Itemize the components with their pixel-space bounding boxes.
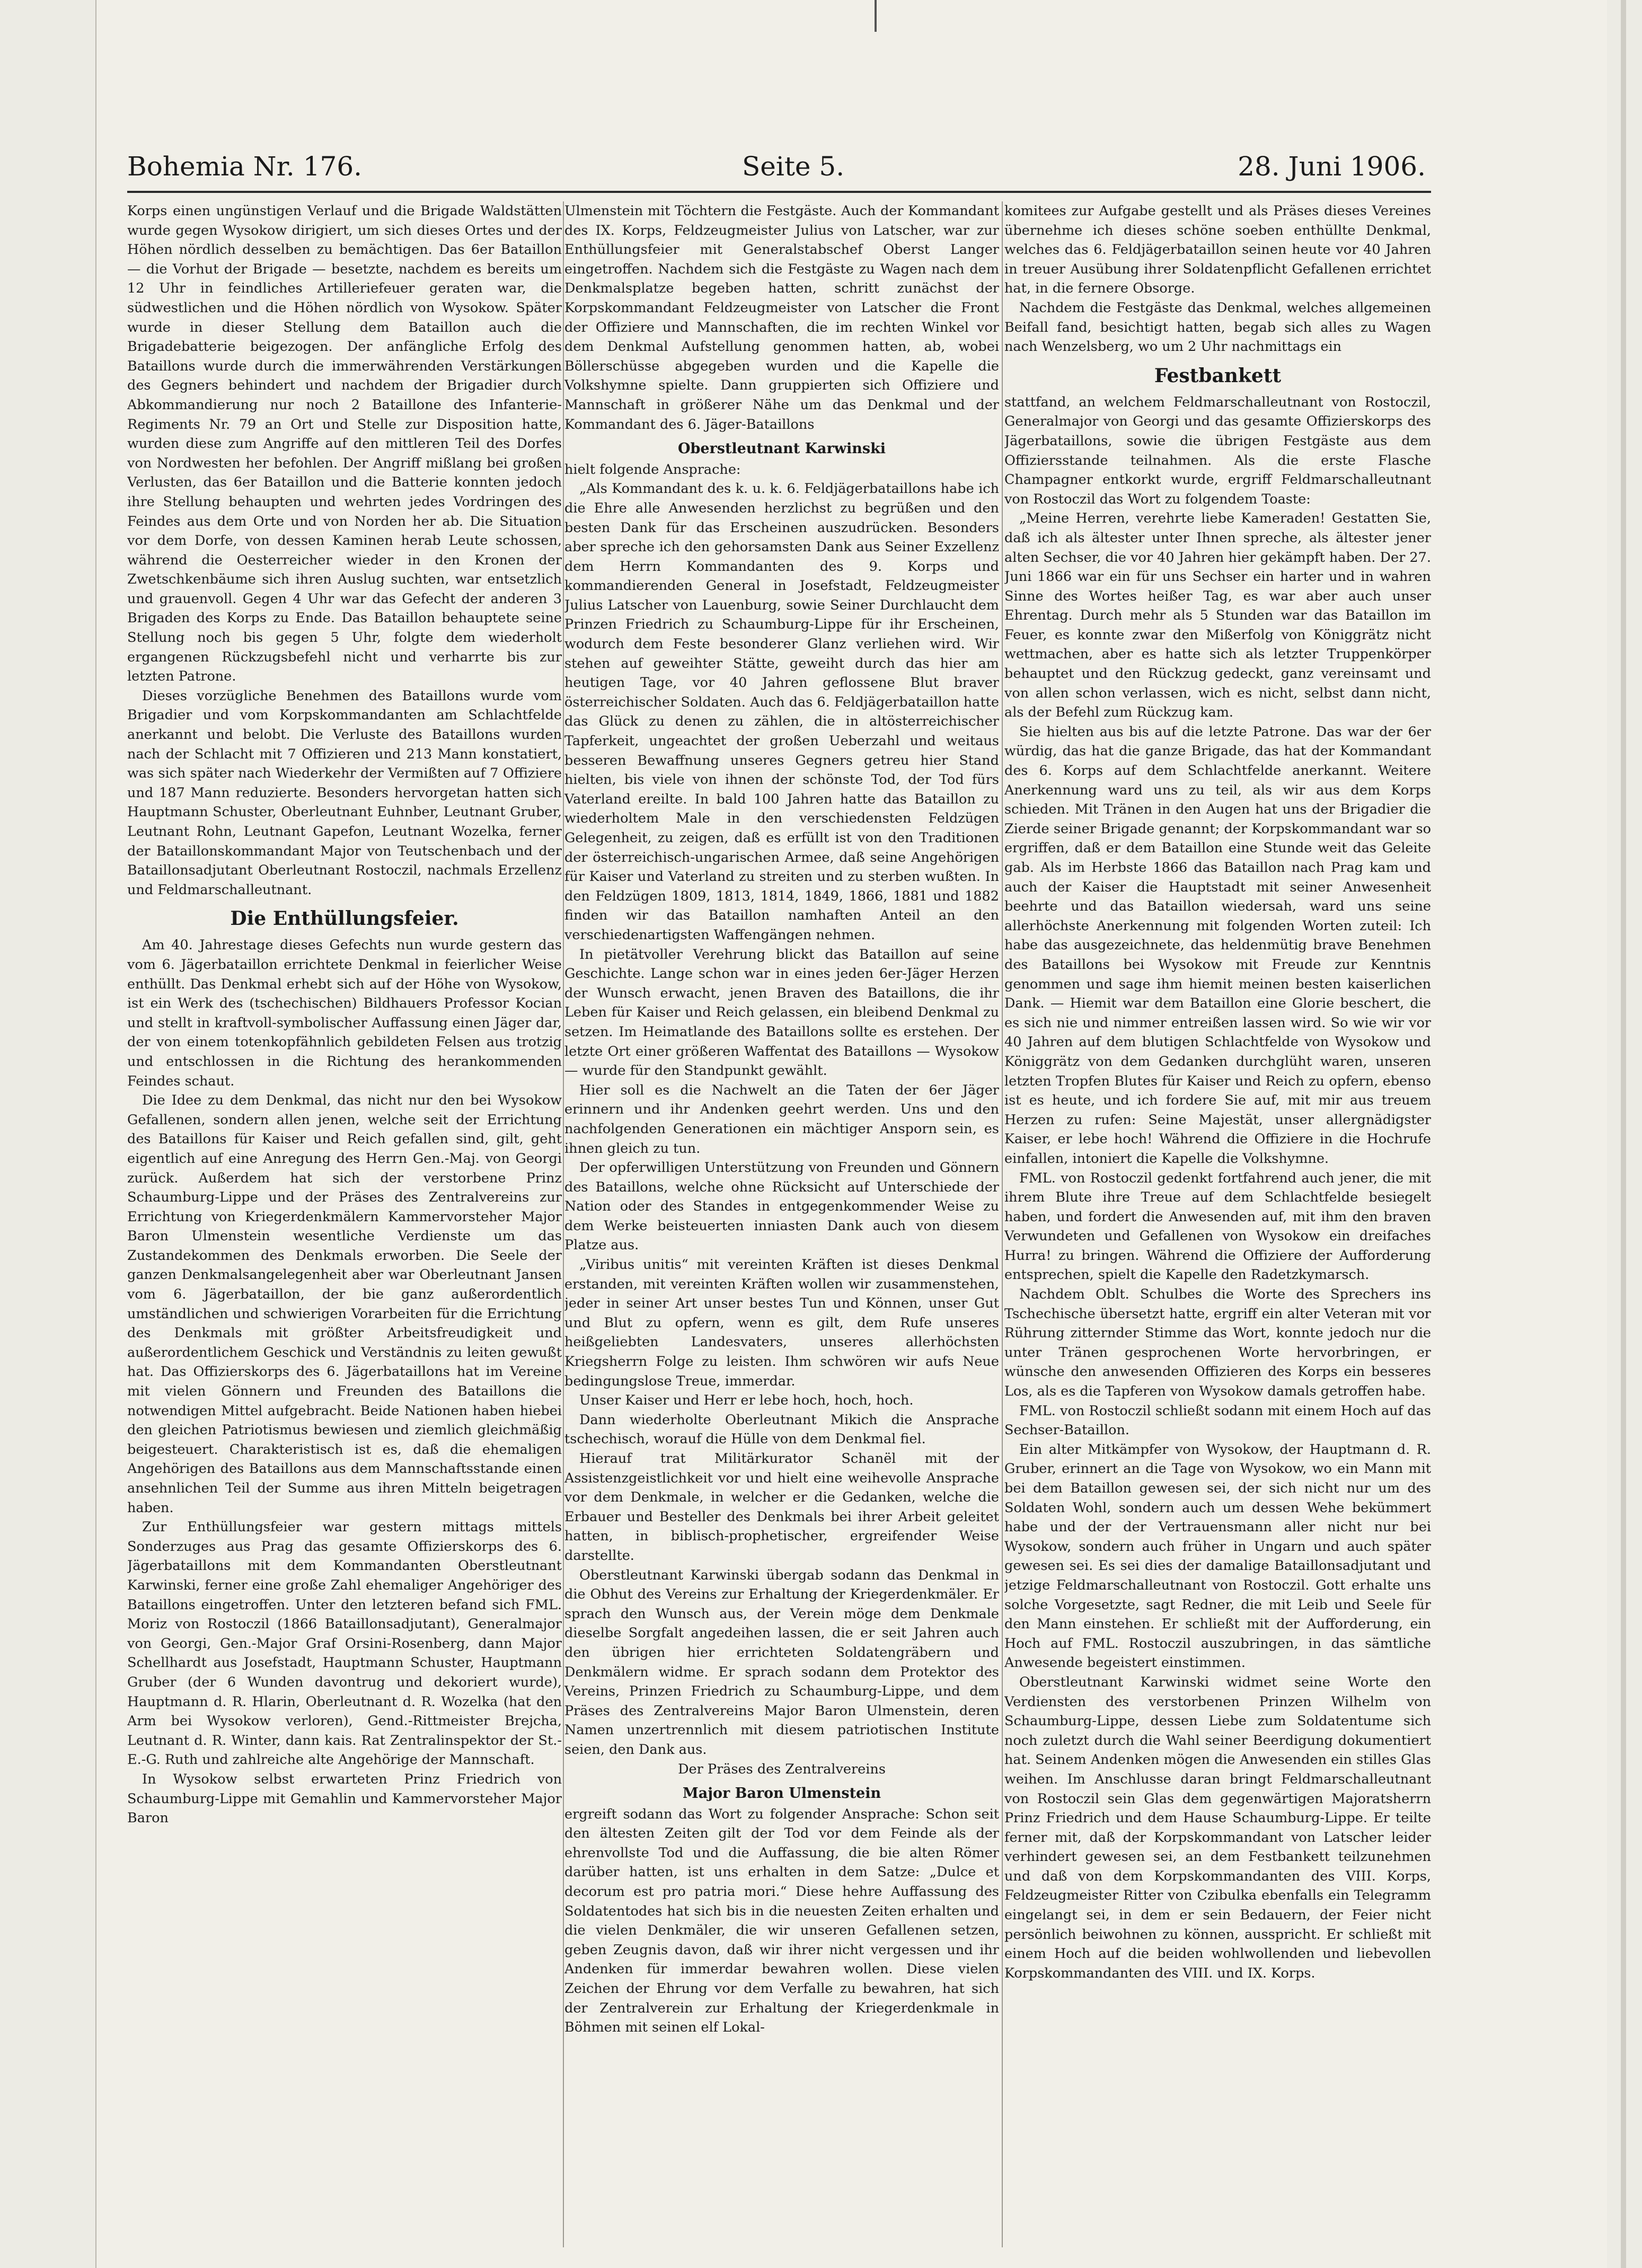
paragraph: komitees zur Aufgabe gestellt und als Präses dieses Vereines übernehme ich dieses schöne soeben enthüllte Denkmal, welches das 6. Feldjägerbataillon seinen heute vor 40 Jahren in treuer Ausübung ihrer Soldatenpflicht Gefallenen errichtet hat, in die fernere Obsorge. — [1004, 203, 1431, 297]
paragraph: „Meine Herren, verehrte liebe Kameraden! Gestatten Sie, daß ich als ältester unter Ihnen spreche, als ältester jener alten Sechser, die vor 40 Jahren hier gekämpft haben. Der 27. Juni 1866 war ein für uns Sechser ein harter und in wahren Sinne des Wortes heißer Tag, es war aber auch unser Ehrentag. Durch mehr als 5 Stunden war das Bataillon im Feuer, es konnte zwar den Mißerfolg von Königgrätz nicht wettmachen, aber es hatte sich als letzter Truppenkörper behauptet und den Rückzug gedeckt, ganz vereinsamt und von allen schon verlassen, wich es nicht, selbst dann nicht, als der Befehl zum Rückzug kam. — [1004, 510, 1431, 721]
column-divider — [1002, 201, 1003, 2247]
paragraph: „Viribus unitis“ mit vereinten Kräften ist dieses Denkmal erstanden, mit vereinten Kräften wollen wir zusammenstehen, jeder in seiner Art unser bestes Tun und Können, unser Gut und Blut zu opfern, wenn es gilt, dem Rufe unseres heißgeliebten Landesvaters, unseres allerhöchsten Kriegsherrn Folge zu leisten. Ihm schwören wir aufs Neue bedingungslose Treue, immerdar. — [564, 1257, 999, 1389]
section-heading: Die Enthüllungsfeier. — [230, 907, 459, 930]
paragraph: Dann wiederholte Oberleutnant Mikich die Ansprache tschechisch, worauf die Hülle von dem Denkmal fiel. — [564, 1411, 999, 1448]
paragraph: Die Idee zu dem Denkmal, das nicht nur den bei Wysokow Gefallenen, sondern allen jenen, welche seit der Errichtung des Bataillons für Kaiser und Reich gefallen sind, gilt, geht eigentlich auf eine Anregung des Herrn Gen.-Maj. von Georgi zurück. Außerdem hat sich der verstorbene Prinz Schaumburg-Lippe und der Präses des Zentralvereins zur Errichtung von Kriegerdenkmälern Kammervorsteher Major Baron Ulmenstein wesentliche Verdienste um das Zustandekommen des Denkmals erworben. Die Seele der ganzen Denkmalsangelegenheit aber war Oberleutnant Jansen vom 6. Jägerbataillon, der bie ganz außerordentlich umständlichen und schwierigen Vorarbeiten für die Errichtung des Denkmals mit größter Arbeitsfreudigkeit und außerordentlichem Geschick und Verständnis zu leiten gewußt hat. Das Offizierskorps des 6. Jägerbataillons hat im Vereine mit vielen Gönnern und Freunden des Bataillons die notwendigen Mittel aufgebracht. Beide Nationen haben hiebei den gleichen Patriotismus bewiesen und ziemlich gleichmäßig beigesteuert. Charakteristisch ist es, daß die ehemaligen Angehörigen des Bataillons aus dem Mannschaftsstande einen ansehnlichen Teil der Summe aus ihren Mitteln beigetragen haben. — [127, 1092, 562, 1516]
paragraph: FML. von Rostoczil schließt sodann mit einem Hoch auf das Sechser-Bataillon. — [1004, 1402, 1431, 1439]
paragraph: Oberstleutnant Karwinski widmet seine Worte den Verdiensten des verstorbenen Prinzen Wilhelm von Schaumburg-Lippe, dessen Liebe zum Soldatentume sich noch zuletzt durch die Wahl seiner Beerdigung dokumentiert hat. Seinem Andenken mögen die Anwesenden ein stilles Glas weihen. Im Anschlusse daran bringt Feldmarschalleutnant von Rostoczil sein Glas dem gegenwärtigen Majoratsherrn Prinz Friedrich und dem Hause Schaumburg-Lippe. Er teilte ferner mit, daß der Korpskommandant von Latscher leider verhindert gewesen sei, an dem Festbankett teilzunehmen und daß von dem Korpskommandanten des VIII. Korps, Feldzeugmeister Ritter von Czibulka ebenfalls ein Telegramm eingelangt sei, in dem er sein Bedauern, der Feier nicht persönlich beiwohnen zu können, ausspricht. Er schließt mit einem Hoch auf die beiden wohlwollenden und liebevollen Korpskommandanten des VIII. und IX. Korps. — [1004, 1674, 1431, 1981]
paragraph: Dieses vorzügliche Benehmen des Bataillons wurde vom Brigadier und vom Korpskommandanten am Schlachtfelde anerkannt und belobt. Die Verluste des Bataillons wurden nach der Schlacht mit 7 Offizieren und 213 Mann konstatiert, was sich später nach Wiederkehr der Vermißten auf 7 Offiziere und 187 Mann reduzierte. Besonders hervorgetan hatten sich Hauptmann Schuster, Oberleutnant Euhnber, Leutnant Gruber, Leutnant Rohn, Leutnant Gapefon, Leutnant Wozelka, ferner der Bataillonskommandant Major von Teutschenbach und der Bataillonsadjutant Oberleutnant Rostoczil, nachmals Erzellenz und Feldmarschalleutnant. — [127, 687, 562, 898]
paragraph: Hier soll es die Nachwelt an die Taten der 6er Jäger erinnern und ihr Andenken geehrt werden. Uns und den nachfolgenden Generationen ein mächtiger Ansporn sein, es ihnen gleich zu tun. — [564, 1082, 999, 1157]
paragraph: stattfand, an welchem Feldmarschalleutnant von Rostoczil, Generalmajor von Georgi und das gesamte Offizierskorps des Jägerbataillons, sowie die übrigen Festgäste aus dem Offiziersstande teilnahmen. Als die erste Flasche Champagner entkorkt wurde, ergriff Feldmarschalleutnant von Rostoczil das Wort zu folgendem Toaste: — [1004, 394, 1431, 507]
masthead-date: 28. Juni 1906. — [1238, 151, 1426, 182]
paragraph: Nachdem die Festgäste das Denkmal, welches allgemeinen Beifall fand, besichtigt hatten, begab sich alles zu Wagen nach Wenzelsberg, wo um 2 Uhr nachmittags ein — [1004, 299, 1431, 355]
masthead-paper-name: Bohemia Nr. 176. — [127, 151, 363, 182]
column-divider — [563, 201, 564, 2247]
paragraph: Der Präses des Zentralvereins — [678, 1761, 886, 1777]
speaker-heading: Oberstleutnant Karwinski — [677, 440, 886, 457]
scan-artifact — [875, 0, 877, 32]
masthead-page-number: Seite 5. — [742, 151, 845, 182]
paragraph: In pietätvoller Verehrung blickt das Bataillon auf seine Geschichte. Lange schon war in eines jeden 6er-Jäger Herzen der Wunsch erwacht, jenen Braven des Bataillons, die ihr Leben für Kaiser und Reich gelassen, ein bleibend Denkmal zu setzen. Im Heimatlande des Bataillons sollte es erstehen. Der letzte Ort einer größeren Waffentat des Bataillons — Wysokow — wurde für den Standpunkt gewählt. — [564, 946, 999, 1079]
header-rule — [127, 191, 1431, 193]
column-2 — [564, 201, 999, 2247]
paragraph: Oberstleutnant Karwinski übergab sodann das Denkmal in die Obhut des Vereins zur Erhaltung der Kriegerdenkmäler. Er sprach den Wunsch aus, der Verein möge dem Denkmale dieselbe Sorgfalt angedeihen lassen, die er seit Jahren auch den übrigen hier errichteten Soldatengräbern und Denkmälern widme. Er sprach sodann dem Protektor des Vereins, Prinzen Friedrich zu Schaumburg-Lippe, und dem Präses des Zentralvereins Major Baron Ulmenstein, deren Namen unzertrennlich mit diesem patriotischen Institute seien, den Dank aus. — [564, 1567, 999, 1758]
column-3 — [1004, 201, 1431, 2247]
paragraph: Nachdem Oblt. Schulbes die Worte des Sprechers ins Tschechische übersetzt hatte, ergriff ein alter Veteran mit vor Rührung zitternder Stimme das Wort, konnte jedoch nur die unter Tränen gesprochenen Worte hervorbringen, er wünsche den anwesenden Offizieren des Korps ein besseres Los, als es die Tapferen von Wysokow damals getroffen habe. — [1004, 1286, 1431, 1400]
paragraph: Hierauf trat Militärkurator Schanël mit der Assistenzgeistlichkeit vor und hielt eine weihevolle Ansprache vor dem Denkmale, in welcher er die Gedanken, welche die Erbauer und Besteller des Denkmals bei ihrer Arbeit geleitet hatten, in biblisch-prophetischer, ergreifender Weise darstellte. — [564, 1451, 999, 1564]
paragraph: Am 40. Jahrestage dieses Gefechts nun wurde gestern das vom 6. Jägerbataillon errichtete Denkmal in feierlicher Weise enthüllt. Das Denkmal erhebt sich auf der Höhe von Wysokow, ist ein Werk des (tschechischen) Bildhauers Professor Kocian und stellt in kraftvoll-symbolischer Auffassung einen Jäger dar, der von einem totenkopfähnlich gebildeten Felsen aus trotzig und entschlossen in die Richtung des herankommenden Feindes schaut. — [127, 937, 562, 1089]
paragraph: hielt folgende Ansprache: — [564, 461, 741, 478]
paragraph: Ein alter Mitkämpfer von Wysokow, der Hauptmann d. R. Gruber, erinnert an die Tage von Wysokow, wo ein Mann mit bei dem Bataillon gewesen sei, der sich nicht nur um des Soldaten Wohl, sondern auch um dessen Wehe bekümmert habe und der der Vertrauensmann aller nicht nur bei Wysokow, sondern auch früher in Ungarn und auch später gewesen sei. Es sei dies der damalige Bataillonsadjutant und jetzige Feldmarschalleutnant von Rostoczil. Gott erhalte uns solche Vorgesetzte, sagt Redner, die mit Leib und Seele für den Mann einstehen. Er schließt mit der Aufforderung, ein Hoch auf FML. Rostoczil auszubringen, in das sämtliche Anwesende begeistert einstimmen. — [1004, 1441, 1431, 1671]
paragraph: FML. von Rostoczil gedenkt fortfahrend auch jener, die mit ihrem Blute ihre Treue auf dem Schlachtfelde besiegelt haben, und fordert die Anwesenden auf, mit ihm den braven Verwundeten und Gefallenen von Wysokow ein dreifaches Hurra! zu bringen. Während die Offiziere der Aufforderung entsprechen, spielt die Kapelle den Radetzkymarsch. — [1004, 1170, 1431, 1283]
page-edge — [1621, 0, 1626, 2268]
column-1 — [127, 201, 562, 2247]
section-heading: Festbankett — [1154, 364, 1282, 387]
speaker-heading: Major Baron Ulmenstein — [682, 1785, 881, 1802]
paragraph: Sie hielten aus bis auf die letzte Patrone. Das war der 6er würdig, das hat die ganze Brigade, das hat der Kommandant des 6. Korps auf dem Schlachtfelde anerkannt. Weitere Anerkennung ward uns zu teil, als wir aus dem Korps schieden. Mit Tränen in den Augen hat uns der Brigadier die Zierde seiner Brigade genannt; der Korpskommandant war so ergriffen, daß er dem Bataillon eine Stunde weit das Geleite gab. Als im Herbste 1866 das Bataillon nach Prag kam und auch der Kaiser die Hauptstadt mit seiner Anwesenheit beehrte und das Bataillon wiedersah, ward uns seine allerhöchste Anerkennung mit folgenden Worten zuteil: Ich habe das ausgezeichnete, das heldenmütig brave Benehmen des Bataillons bei Wysokow mit Freude zur Kenntnis genommen und sage ihm hiemit meinen besten kaiserlichen Dank. — Hiemit war dem Bataillon eine Glorie beschert, die es sich nie und nimmer entreißen lassen wird. So wie wir vor 40 Jahren auf dem blutigen Schlachtfelde von Wysokow und Königgrätz von dem Gedanken durchglüht waren, unseren letzten Tropfen Blutes für Kaiser und Reich zu opfern, ebenso ist es heute, und ich fordere Sie auf, mit mir aus treuem Herzen zu rufen: Seine Majestät, unser allergnädigster Kaiser, er lebe hoch! Während die Offiziere in die Hochrufe einfallen, intoniert die Kapelle die Volkshymne. — [1004, 723, 1431, 1167]
paragraph: Ulmenstein mit Töchtern die Festgäste. Auch der Kommandant des IX. Korps, Feldzeugmeister Julius von Latscher, war zur Enthüllungsfeier mit Generalstabschef Oberst Langer eingetroffen. Nachdem sich die Festgäste zu Wagen nach dem Denkmalsplatze begeben hatten, schritt zunächst der Korpskommandant Feldzeugmeister von Latscher die Front der Offiziere und Mannschaften, die im rechten Winkel vor dem Denkmal Aufstellung genommen hatten, ab, wobei Böllerschüsse abgegeben wurden und die Kapelle die Volkshymne spielte. Dann gruppierten sich Offiziere und Mannschaft in größerer Nähe um das Denkmal und der Kommandant des 6. Jäger-Bataillons — [564, 203, 999, 433]
paragraph: In Wysokow selbst erwarteten Prinz Friedrich von Schaumburg-Lippe mit Gemahlin und Kammervorsteher Major Baron — [127, 1771, 562, 1826]
masthead — [127, 151, 1426, 188]
paragraph: Korps einen ungünstigen Verlauf und die Brigade Waldstätten wurde gegen Wysokow dirigiert, um sich dieses Ortes und der Höhen nördlich desselben zu bemächtigen. Das 6er Bataillon — die Vorhut der Brigade — besetzte, nachdem es bereits um 12 Uhr in feindliches Artilleriefeuer geraten war, die südwestlichen und die Höhen nördlich von Wysokow. Später wurde in dieser Stellung dem Bataillon auch die Brigadebatterie beigezogen. Der anfängliche Erfolg des Bataillons wurde durch die immerwährenden Verstärkungen des Gegners behindert und nachdem der Brigadier durch Abkommandierung nur noch 2 Bataillone des Infanterie-Regiments Nr. 79 an Ort und Stelle zur Disposition hatte, wurden diese zum Angriffe auf den mittleren Teil des Dorfes von Nordwesten her befohlen. Der Angriff mißlang bei großen Verlusten, das 6er Bataillon und die Batterie konnten jedoch ihre Stellung behaupten und wehrten jedes Vordringen des Feindes aus dem Orte und von Norden her ab. Die Situation vor dem Dorfe, von dessen Kaminen herab Leute schossen, während die Oesterreicher wieder in den Kronen der Zwetschkenbäume sich ihren Auslug suchten, war entsetzlich und grauenvoll. Gegen 4 Uhr war das Gefecht der anderen 3 Brigaden des Korps zu Ende. Das Bataillon behauptete seine Stellung noch bis gegen 5 Uhr, folgte dem wiederholt ergangenen Rückzugsbefehl nicht und verharrte bis zur letzten Patrone. — [127, 203, 562, 685]
paragraph: Zur Enthüllungsfeier war gestern mittags mittels Sonderzuges aus Prag das gesamte Offizierskorps des 6. Jägerbataillons mit dem Kommandanten Oberstleutnant Karwinski, ferner eine große Zahl ehemaliger Angehöriger des Bataillons eingetroffen. Unter den letzteren befand sich FML. Moriz von Rostoczil (1866 Bataillonsadjutant), Generalmajor von Georgi, Gen.-Major Graf Orsini-Rosenberg, dann Major Schellhardt aus Josefstadt, Hauptmann Schuster, Hauptmann Gruber (der 6 Wunden davontrug und dekoriert wurde), Hauptmann d. R. Hlarin, Oberleutnant d. R. Wozelka (hat den Arm bei Wysokow verloren), Gend.-Rittmeister Brejcha, Leutnant d. R. Winter, dann kais. Rat Zentralinspektor der St.-E.-G. Ruth und zahlreiche alte Angehörige der Mannschaft. — [127, 1519, 562, 1768]
paragraph: Unser Kaiser und Herr er lebe hoch, hoch, hoch. — [579, 1392, 914, 1409]
paragraph: ergreift sodann das Wort zu folgender Ansprache: Schon seit den ältesten Zeiten gilt der Tod vor dem Feinde als der ehrenvollste Tod und die Auffassung, die bie alten Römer darüber hatten, ist uns erhalten in dem Satze: „Dulce et decorum est pro patria mori.“ Diese hehre Auffassung des Soldatentodes hat sich bis in die neuesten Zeiten erhalten und die vielen Denkmäler, die wir unseren Gefallenen setzen, geben Zeugnis davon, daß wir ihrer nicht vergessen und ihr Andenken für immerdar bewahren wollen. Diese vielen Zeichen der Ehrung vor dem Verfalle zu bewahren, hat sich der Zentralverein zur Erhaltung der Kriegerdenkmale in Böhmen mit seinen elf Lokal- — [564, 1806, 999, 2036]
paragraph: „Als Kommandant des k. u. k. 6. Feldjägerbataillons habe ich die Ehre alle Anwesenden herzlichst zu begrüßen und den besten Dank für das Erscheinen auszudrücken. Besonders aber spreche ich den gehorsamsten Dank aus Seiner Exzellenz dem Herrn Kommandanten des 9. Korps und kommandierenden General in Josefstadt, Feldzeugmeister Julius Latscher von Lauenburg, sowie Seiner Durchlaucht dem Prinzen Friedrich zu Schaumburg-Lippe für ihr Erscheinen, wodurch dem Feste besonderer Glanz verliehen wird. Wir stehen auf geweihter Stätte, geweiht durch das hier am heutigen Tage, vor 40 Jahren geflossene Blut braver österreichischer Soldaten. Auch das 6. Feldjägerbataillon hatte das Glück zu denen zu zählen, die in altösterreichischer Tapferkeit, ungeachtet der großen Ueberzahl und weitaus besseren Bewaffnung unseres Gegners getreu hier Stand hielten, bis viele von ihnen der schönste Tod, der Tod fürs Vaterland ereilte. In bald 100 Jahren hatte das Bataillon zu wiederholtem Male in den verschiedensten Feldzügen Gelegenheit, zu zeigen, daß es erfüllt ist von den Traditionen der österreichisch-ungarischen Armee, daß seine Angehörigen für Kaiser und Vaterland zu streiten und zu sterben wußten. In den Feldzügen 1809, 1813, 1814, 1849, 1866, 1881 und 1882 finden wir das Bataillon namhaften Anteil an den verschiedenartigsten Waffengängen nehmen. — [564, 481, 999, 943]
paragraph: Der opferwilligen Unterstützung von Freunden und Gönnern des Bataillons, welche ohne Rücksicht auf Unterschiede der Nation oder des Standes in entgegenkommender Weise zu dem Werke beisteuerten inniasten Dank auch von diesem Platze aus. — [564, 1160, 999, 1254]
